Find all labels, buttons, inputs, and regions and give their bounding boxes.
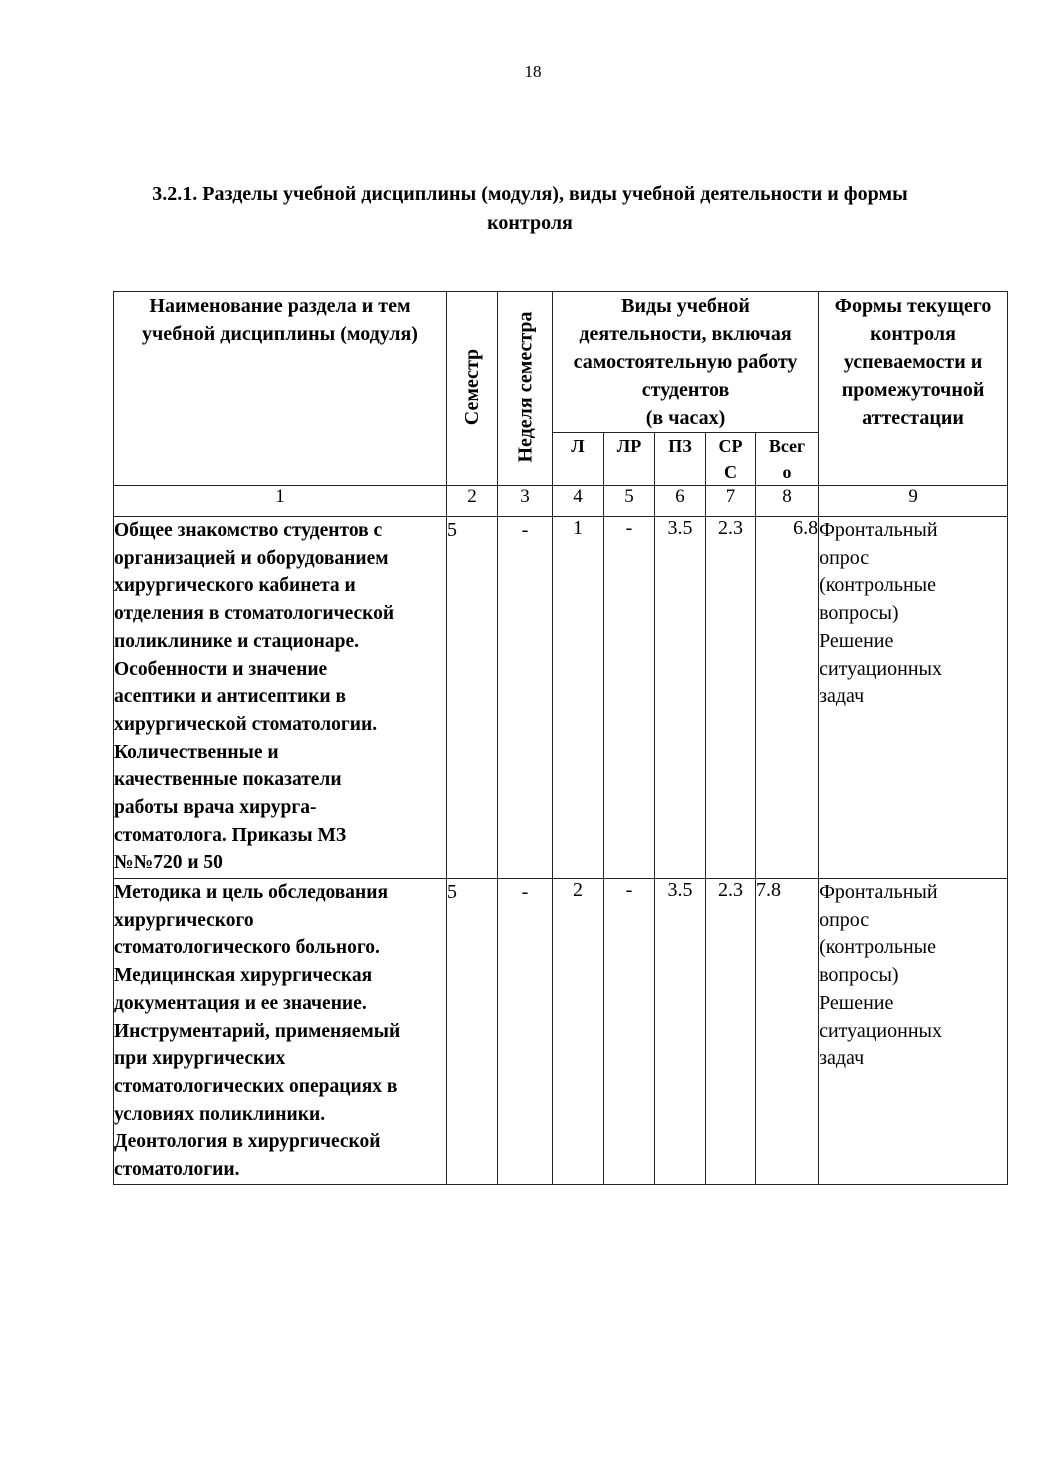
header-row [114,292,1008,433]
header-control-forms-line: Формы текущего [834,295,992,317]
control-forms-line: (контрольные [819,574,936,597]
header-activities-line: Виды учебной [621,295,750,317]
topic-line: Медицинская хирургическая [114,965,373,987]
section-title [110,180,950,238]
header-lab-work: ЛР [604,433,655,486]
header-control-forms [819,292,1008,486]
self-study-hours: 2.3 [706,879,756,1185]
topic-line: №№720 и 50 [114,852,223,874]
topic-line: поликлинике и стационаре. [114,630,359,652]
header-control-forms-line: промежуточной [841,379,985,401]
topic-line: качественные показатели [114,769,342,791]
topic-line: хирургического [114,909,254,931]
control-forms-cell [819,879,1008,1185]
column-number: 5 [604,486,655,517]
self-study-hours: 2.3 [706,517,756,879]
lectures-hours: 1 [553,517,604,879]
topic-line: Количественные и [114,741,279,763]
header-total-line: Всег [768,436,806,456]
page-number: 18 [524,62,542,81]
control-forms-line: опрос [819,546,870,569]
header-practical: ПЗ [655,433,706,486]
header-topic-name-line: учебной дисциплины (модуля) [142,323,418,345]
header-control-forms-line: контроля [870,323,956,345]
topic-line: условиях поликлиники. [114,1103,326,1125]
header-week-label: Неделя семестра [514,311,537,463]
lab-work-hours: - [604,517,655,879]
header-control-forms-line: аттестации [862,407,964,429]
section-title-line: 3.2.1. Разделы учебной дисциплины (модуля), виды учебной деятельности и формы [152,183,908,205]
column-number-row [114,486,1008,517]
header-lectures: Л [553,433,604,486]
topic-line: стоматологии. [114,1159,240,1181]
topic-cell [114,517,447,879]
total-hours: 7.8 [756,879,819,1185]
column-number: 2 [447,486,498,517]
topic-line: Деонтология в хирургической [114,1131,381,1153]
control-forms-line: Фронтальный [819,519,938,541]
section-title-line: контроля [487,212,573,234]
topic-cell [114,879,447,1185]
topic-line: работы врача хирурга- [114,797,317,819]
control-forms-line: Решение [819,991,894,1014]
topic-line: документация и ее значение. [114,992,367,1014]
column-number: 1 [114,486,447,517]
control-forms-line: Решение [819,629,894,652]
column-number: 9 [819,486,1008,517]
column-number: 6 [655,486,706,517]
header-activities-line: самостоятельную работу [573,351,798,373]
curriculum-table [113,291,1008,1185]
total-hours: 6.8 [756,517,819,879]
header-control-forms-line: успеваемости и [843,351,983,373]
topic-line: Общее знакомство студентов с [114,520,383,541]
topic-line: организацией и оборудованием [114,547,389,569]
topic-line: хирургического кабинета и [114,575,356,597]
header-activities [553,292,819,433]
column-number: 3 [498,486,553,517]
practical-hours: 3.5 [655,879,706,1185]
topic-line: асептики и антисептики в [114,686,347,708]
header-self-study [706,433,756,486]
lab-work-hours: - [604,879,655,1185]
control-forms-line: ситуационных [819,657,942,680]
control-forms-cell [819,517,1008,879]
header-self-study-line: СР [718,436,743,456]
column-number: 7 [706,486,756,517]
week-cell: - [498,879,553,1185]
semester-cell: 5 [447,517,498,879]
control-forms-line: опрос [819,908,870,931]
control-forms-line: вопросы) [819,602,899,625]
topic-line: Методика и цель обследования [114,882,389,903]
control-forms-line: (контрольные [819,936,936,959]
column-number: 8 [756,486,819,517]
semester-cell: 5 [447,879,498,1185]
control-forms-line: ситуационных [819,1019,942,1042]
header-self-study-line: С [724,462,737,482]
control-forms-line: вопросы) [819,964,899,987]
topic-line: отделения в стоматологической [114,603,395,625]
topic-line: стоматолога. Приказы МЗ [114,824,347,846]
header-activities-line: студентов [641,379,730,401]
week-cell: - [498,517,553,879]
control-forms-line: задач [819,1047,865,1070]
practical-hours: 3.5 [655,517,706,879]
header-activities-line: (в часах) [645,407,726,429]
header-semester-label: Семестр [461,348,484,426]
topic-line: Инструментарий, применяемый [114,1020,401,1042]
header-topic-name-line: Наименование раздела и тем [149,295,411,317]
lectures-hours: 2 [553,879,604,1185]
header-total [756,433,819,486]
header-topic-name [114,292,447,486]
column-number: 4 [553,486,604,517]
topic-line: хирургической стоматологии. [114,713,378,735]
table-row [114,517,1008,879]
topic-line: Особенности и значение [114,658,328,680]
header-activities-line: деятельности, включая [579,323,792,345]
table-row [114,879,1008,1185]
topic-line: стоматологических операциях в [114,1075,398,1097]
topic-line: стоматологического больного. [114,937,380,959]
header-semester [447,292,498,486]
control-forms-line: Фронтальный [819,881,938,903]
header-total-line: о [782,462,792,482]
header-week [498,292,553,486]
topic-line: при хирургических [114,1048,286,1070]
control-forms-line: задач [819,685,865,708]
